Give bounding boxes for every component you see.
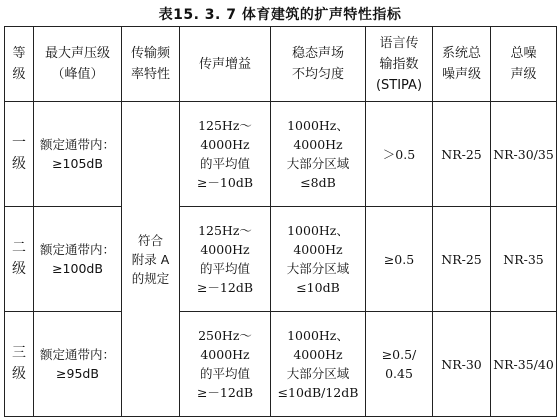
system-noise-cell: NR-25 bbox=[433, 207, 491, 312]
header-freq-response: 传输频 率特性 bbox=[122, 27, 180, 102]
table-title: 表15. 3. 7 体育建筑的扩声特性指标 bbox=[158, 7, 402, 23]
stipa-cell: ≥0.5/ 0.45 bbox=[366, 312, 433, 417]
header-max-spl: 最大声压级 （峰值） bbox=[34, 27, 122, 102]
level-cell: 一 级 bbox=[5, 102, 34, 207]
stipa-cell: ≥0.5 bbox=[366, 207, 433, 312]
uniformity-cell: 1000Hz、 4000Hz 大部分区域 ≤10dB bbox=[271, 207, 366, 312]
gain-cell: 250Hz～ 4000Hz 的平均值 ≥－12dB bbox=[180, 312, 271, 417]
total-noise-cell: NR-35 bbox=[491, 207, 557, 312]
gain-cell: 125Hz～ 4000Hz 的平均值 ≥－12dB bbox=[180, 207, 271, 312]
system-noise-cell: NR-25 bbox=[433, 102, 491, 207]
stipa-cell: ＞0.5 bbox=[366, 102, 433, 207]
total-noise-cell: NR-35/40 bbox=[491, 312, 557, 417]
system-noise-cell: NR-30 bbox=[433, 312, 491, 417]
uniformity-cell: 1000Hz、 4000Hz 大部分区域 ≤8dB bbox=[271, 102, 366, 207]
header-gain: 传声增益 bbox=[180, 27, 271, 102]
level-cell: 二 级 bbox=[5, 207, 34, 312]
header-row bbox=[5, 27, 557, 102]
table-row-level-2 bbox=[5, 207, 557, 312]
uniformity-cell: 1000Hz、 4000Hz 大部分区域 ≤10dB/12dB bbox=[271, 312, 366, 417]
total-noise-cell: NR-30/35 bbox=[491, 102, 557, 207]
table-row-level-3 bbox=[5, 312, 557, 417]
header-system-noise: 系统总 噪声级 bbox=[433, 27, 491, 102]
table-row-level-1 bbox=[5, 102, 557, 207]
freq-response-cell: 符合 附录 A 的规定 bbox=[122, 102, 180, 417]
spl-cell: 额定通带内： ≥100dB bbox=[34, 207, 122, 312]
level-cell: 三 级 bbox=[5, 312, 34, 417]
spl-cell: 额定通带内： ≥95dB bbox=[34, 312, 122, 417]
header-uniformity: 稳态声场 不均匀度 bbox=[271, 27, 366, 102]
acoustic-spec-table bbox=[4, 26, 557, 417]
gain-cell: 125Hz～ 4000Hz 的平均值 ≥－10dB bbox=[180, 102, 271, 207]
header-stipa: 语言传 输指数 (STIPA) bbox=[366, 27, 433, 102]
header-total-noise: 总噪 声级 bbox=[491, 27, 557, 102]
header-level: 等 级 bbox=[5, 27, 34, 102]
spl-cell: 额定通带内： ≥105dB bbox=[34, 102, 122, 207]
